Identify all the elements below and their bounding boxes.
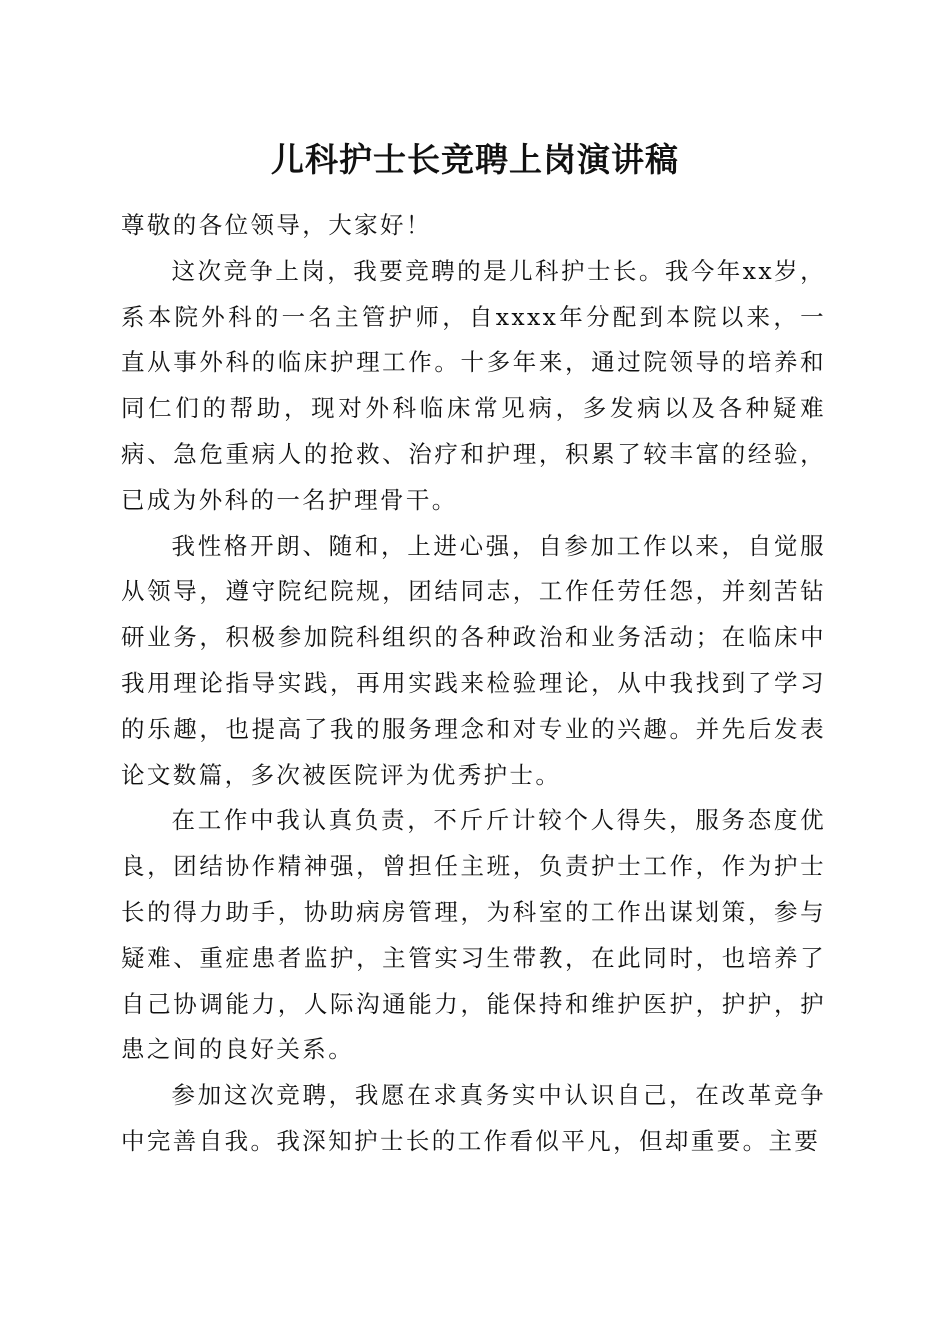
paragraph-2: 我性格开朗、随和，上进心强，自参加工作以来，自觉服从领导，遵守院纪院规，团结同志，工作任劳任怨，并刻苦钻研业务，积极参加院科组织的各种政治和业务活动；在临床中我用理论指导实践，再用实践来检验理论，从中我找到了学习的乐趣，也提高了我的服务理念和对专业的兴趣。并先后发表论文数篇，多次被医院评为优秀护士。 (121, 531, 826, 789)
paragraph-3: 在工作中我认真负责，不斤斤计较个人得失，服务态度优良，团结协作精神强，曾担任主班，负责护士工作，作为护士长的得力助手，协助病房管理，为科室的工作出谋划策，参与疑难、重症患者监护，主管实习生带教，在此同时，也培养了自己协调能力，人际沟通能力，能保持和维护医护，护护，护患之间的良好关系。 (121, 806, 826, 1064)
paragraph-4: 参加这次竞聘，我愿在求真务实中认识自己，在改革竞争中完善自我。我深知护士长的工作看似平凡，但却重要。主要 (121, 1081, 826, 1155)
document-body (121, 203, 826, 1165)
paragraph-1: 这次竞争上岗，我要竞聘的是儿科护士长。我今年xx岁，系本院外科的一名主管护师，自xxxx年分配到本院以来，一直从事外科的临床护理工作。十多年来，通过院领导的培养和同仁们的帮助，现对外科临床常见病，多发病以及各种疑难病、急危重病人的抢救、治疗和护理，积累了较丰富的经验，已成为外科的一名护理骨干。 (121, 256, 826, 514)
document-title: 儿科护士长竞聘上岗演讲稿 (271, 140, 679, 179)
greeting-line: 尊敬的各位领导，大家好！ (121, 211, 432, 239)
